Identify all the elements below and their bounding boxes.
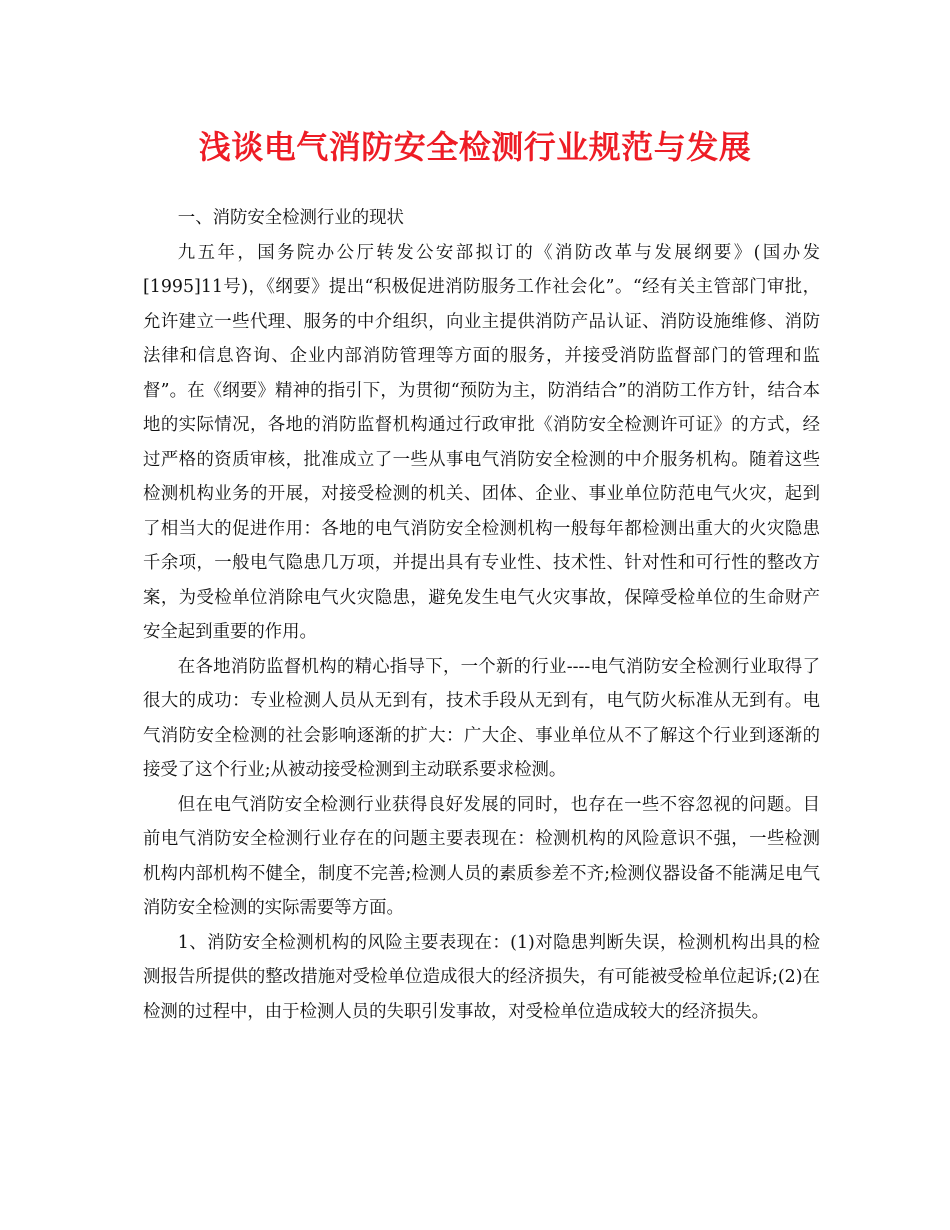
body-paragraph: 在各地消防监督机构的精心指导下，一个新的行业----电气消防安全检测行业取得了很大的成功：专业检测人员从无到有，技术手段从无到有，电气防火标准从无到有。电气消防安全检测的社会影响逐渐的扩大：广大企、事业单位从不了解这个行业到逐渐的接受了这个行业;从被动接受检测到主动联系要求检测。 xyxy=(143,656,820,780)
body-paragraph: 但在电气消防安全检测行业获得良好发展的同时，也存在一些不容忽视的问题。目前电气消防安全检测行业存在的问题主要表现在：检测机构的风险意识不强，一些检测机构内部机构不健全，制度不完善;检测人员的素质参差不齐;检测仪器设备不能满足电气消防安全检测的实际需要等方面。 xyxy=(143,794,820,918)
section-heading: 一、消防安全检测行业的现状 xyxy=(177,208,404,228)
body-paragraph: 1、消防安全检测机构的风险主要表现在：(1)对隐患判断失误，检测机构出具的检测报告所提供的整改措施对受检单位造成很大的经济损失，有可能被受检单位起诉;(2)在检测的过程中，由于检测人员的失职引发事故，对受检单位造成较大的经济损失。 xyxy=(143,932,820,1022)
document-body xyxy=(143,201,820,1029)
body-paragraph: 九五年，国务院办公厅转发公安部拟订的《消防改革与发展纲要》(国办发[1995]11号)，《纲要》提出“积极促进消防服务工作社会化”。“经有关主管部门审批，允许建立一些代理、服务的中介组织，向业主提供消防产品认证、消防设施维修、消防法律和信息咨询、企业内部消防管理等方面的服务，并接受消防监督部门的管理和监督”。在《纲要》精神的指引下，为贯彻“预防为主，防消结合”的消防工作方针，结合本地的实际情况，各地的消防监督机构通过行政审批《消防安全检测许可证》的方式，经过严格的资质审核，批准成立了一些从事电气消防安全检测的中介服务机构。随着这些检测机构业务的开展，对接受检测的机关、团体、企业、事业单位防范电气火灾，起到了相当大的促进作用：各地的电气消防安全检测机构一般每年都检测出重大的火灾隐患千余项，一般电气隐患几万项，并提出具有专业性、技术性、针对性和可行性的整改方案，为受检单位消除电气火灾隐患，避免发生电气火灾事故，保障受检单位的生命财产安全起到重要的作用。 xyxy=(143,242,820,642)
document-title: 浅谈电气消防安全检测行业规范与发展 xyxy=(198,128,752,166)
